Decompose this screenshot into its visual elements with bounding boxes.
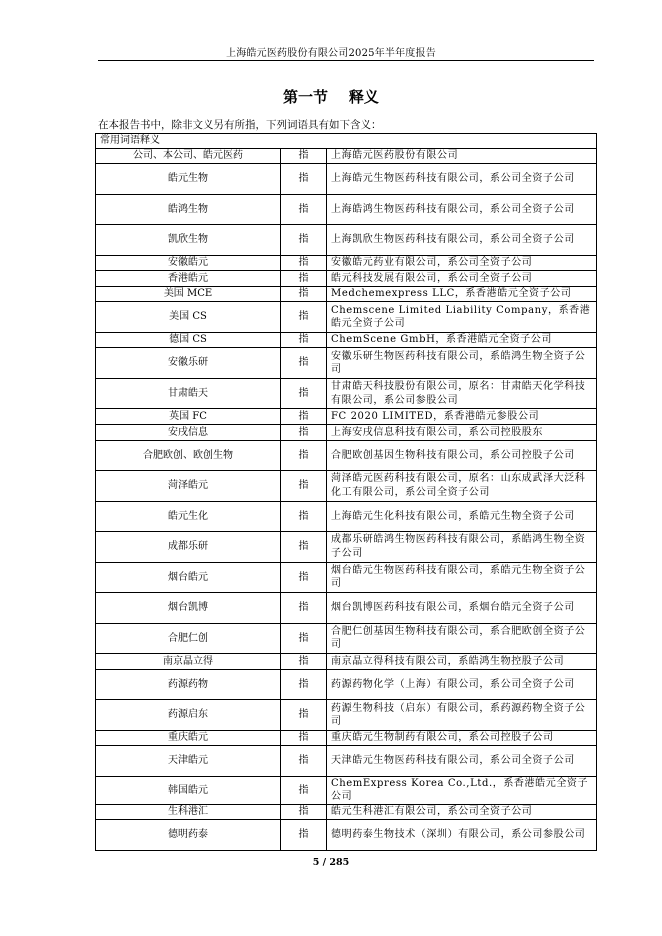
term-cell: 德国 CS [96,332,281,348]
ref-cell: 指 [281,562,327,593]
ref-cell: 指 [281,804,327,820]
table-row [96,378,597,409]
intro-text: 在本报告书中，除非文义另有所指，下列词语具有如下含义： [98,119,382,131]
definition-cell: 上海皓元生物医药科技有限公司，系公司全资子公司 [327,164,597,195]
ref-cell: 指 [281,730,327,746]
table-row [96,225,597,256]
ref-cell: 指 [281,654,327,670]
table-row [96,593,597,624]
ref-cell: 指 [281,332,327,348]
table-row [96,409,597,425]
term-cell: 烟台皓元 [96,562,281,593]
ref-cell: 指 [281,623,327,654]
table-row [96,804,597,820]
ref-cell: 指 [281,425,327,441]
term-cell: 皓元生物 [96,164,281,195]
ref-cell: 指 [281,440,327,471]
definition-cell: 安徽乐研生物医药科技有限公司，系皓鸿生物全资子公司 [327,348,597,379]
ref-cell: 指 [281,348,327,379]
term-cell: 菏泽皓元 [96,471,281,502]
table-row [96,348,597,379]
definition-cell: 甘肃皓天科技股份有限公司，原名：甘肃皓天化学科技有限公司，系公司参股公司 [327,378,597,409]
definition-cell: FC 2020 LIMITED，系香港皓元参股公司 [327,409,597,425]
ref-cell: 指 [281,271,327,287]
term-cell: 烟台凯博 [96,593,281,624]
term-cell: 重庆皓元 [96,730,281,746]
table-row [96,746,597,777]
term-cell: 韩国皓元 [96,776,281,804]
table-row [96,332,597,348]
term-cell: 英国 FC [96,409,281,425]
term-cell: 药源药物 [96,669,281,700]
term-cell: 合肥仁创 [96,623,281,654]
ref-cell: 指 [281,286,327,302]
term-cell: 甘肃皓天 [96,378,281,409]
definition-cell: 成都乐研皓鸿生物医药科技有限公司，系皓鸿生物全资子公司 [327,532,597,563]
term-cell: 南京晶立得 [96,654,281,670]
term-cell: 安徽乐研 [96,348,281,379]
table-row [96,623,597,654]
definition-cell: ChemScene GmbH，系香港皓元全资子公司 [327,332,597,348]
term-cell: 凯欣生物 [96,225,281,256]
page-number: 5 / 285 [312,857,350,868]
table-row [96,255,597,271]
table-row [96,440,597,471]
definition-cell: ChemExpress Korea Co.,Ltd.，系香港皓元全资子公司 [327,776,597,804]
term-cell: 德明药泰 [96,820,281,851]
section-title: 第一节 释义 [283,88,379,106]
definition-cell: 皓元科技发展有限公司，系公司全资子公司 [327,271,597,287]
definition-cell: 药源药物化学（上海）有限公司，系公司全资子公司 [327,669,597,700]
ref-cell: 指 [281,164,327,195]
table-row [96,471,597,502]
definition-cell: 上海凯欣生物医药科技有限公司，系公司全资子公司 [327,225,597,256]
definition-cell: 烟台凯博医药科技有限公司，系烟台皓元全资子公司 [327,593,597,624]
table-row [96,669,597,700]
table-row [96,271,597,287]
ref-cell: 指 [281,471,327,502]
term-cell: 美国 MCE [96,286,281,302]
ref-cell: 指 [281,225,327,256]
definition-cell: Chemscene Limited Liability Company，系香港皓元全资子公司 [327,302,597,333]
ref-cell: 指 [281,532,327,563]
definition-cell: 烟台皓元生物医药科技有限公司，系皓元生物全资子公司 [327,562,597,593]
table-row [96,302,597,333]
ref-cell: 指 [281,820,327,851]
table-row [96,425,597,441]
table-row [96,562,597,593]
term-cell: 生科港汇 [96,804,281,820]
term-cell: 药源启东 [96,700,281,731]
ref-cell: 指 [281,148,327,164]
definition-cell: 上海皓元生化科技有限公司，系皓元生物全资子公司 [327,501,597,532]
ref-cell: 指 [281,194,327,225]
table-row [96,654,597,670]
ref-cell: 指 [281,501,327,532]
definition-cell: 药源生物科技（启东）有限公司，系药源药物全资子公司 [327,700,597,731]
definition-cell: 德明药泰生物技术（深圳）有限公司，系公司参股公司 [327,820,597,851]
definition-cell: 皓元生科港汇有限公司，系公司全资子公司 [327,804,597,820]
term-cell: 香港皓元 [96,271,281,287]
ref-cell: 指 [281,776,327,804]
definition-cell: 上海安戌信息科技有限公司，系公司控股股东 [327,425,597,441]
term-cell: 皓鸿生物 [96,194,281,225]
definition-cell: 上海皓元医药股份有限公司 [327,148,597,164]
ref-cell: 指 [281,669,327,700]
table-row [96,820,597,851]
definition-cell: 上海皓鸿生物医药科技有限公司，系公司全资子公司 [327,194,597,225]
term-cell: 美国 CS [96,302,281,333]
term-cell: 安徽皓元 [96,255,281,271]
definition-cell: 天津皓元生物医药科技有限公司，系公司全资子公司 [327,746,597,777]
term-cell: 合肥欧创、欧创生物 [96,440,281,471]
table-row [96,501,597,532]
term-cell: 皓元生化 [96,501,281,532]
table-row [96,532,597,563]
definition-cell: 重庆皓元生物制药有限公司，系公司控股子公司 [327,730,597,746]
table-row [96,700,597,731]
term-cell: 公司、本公司、皓元医药 [96,148,281,164]
table-row [96,148,597,164]
header-rule [98,60,594,61]
ref-cell: 指 [281,378,327,409]
table-caption-row [96,134,597,149]
ref-cell: 指 [281,700,327,731]
definitions-table [95,133,597,851]
definition-cell: 安徽皓元药业有限公司，系公司全资子公司 [327,255,597,271]
definition-cell: Medchemexpress LLC，系香港皓元全资子公司 [327,286,597,302]
term-cell: 安戌信息 [96,425,281,441]
table-row [96,776,597,804]
table-row [96,164,597,195]
table-row [96,286,597,302]
ref-cell: 指 [281,746,327,777]
ref-cell: 指 [281,255,327,271]
table-row [96,194,597,225]
ref-cell: 指 [281,409,327,425]
ref-cell: 指 [281,593,327,624]
table-row [96,730,597,746]
definition-cell: 菏泽皓元医药科技有限公司，原名：山东成武泽大泛科化工有限公司，系公司全资子公司 [327,471,597,502]
term-cell: 天津皓元 [96,746,281,777]
definition-cell: 合肥欧创基因生物科技有限公司，系公司控股子公司 [327,440,597,471]
table-caption: 常用词语释义 [96,134,597,149]
term-cell: 成都乐研 [96,532,281,563]
running-header: 上海皓元医药股份有限公司2025年半年度报告 [226,48,436,59]
definition-cell: 合肥仁创基因生物科技有限公司，系合肥欧创全资子公司 [327,623,597,654]
ref-cell: 指 [281,302,327,333]
definition-cell: 南京晶立得科技有限公司，系皓鸿生物控股子公司 [327,654,597,670]
